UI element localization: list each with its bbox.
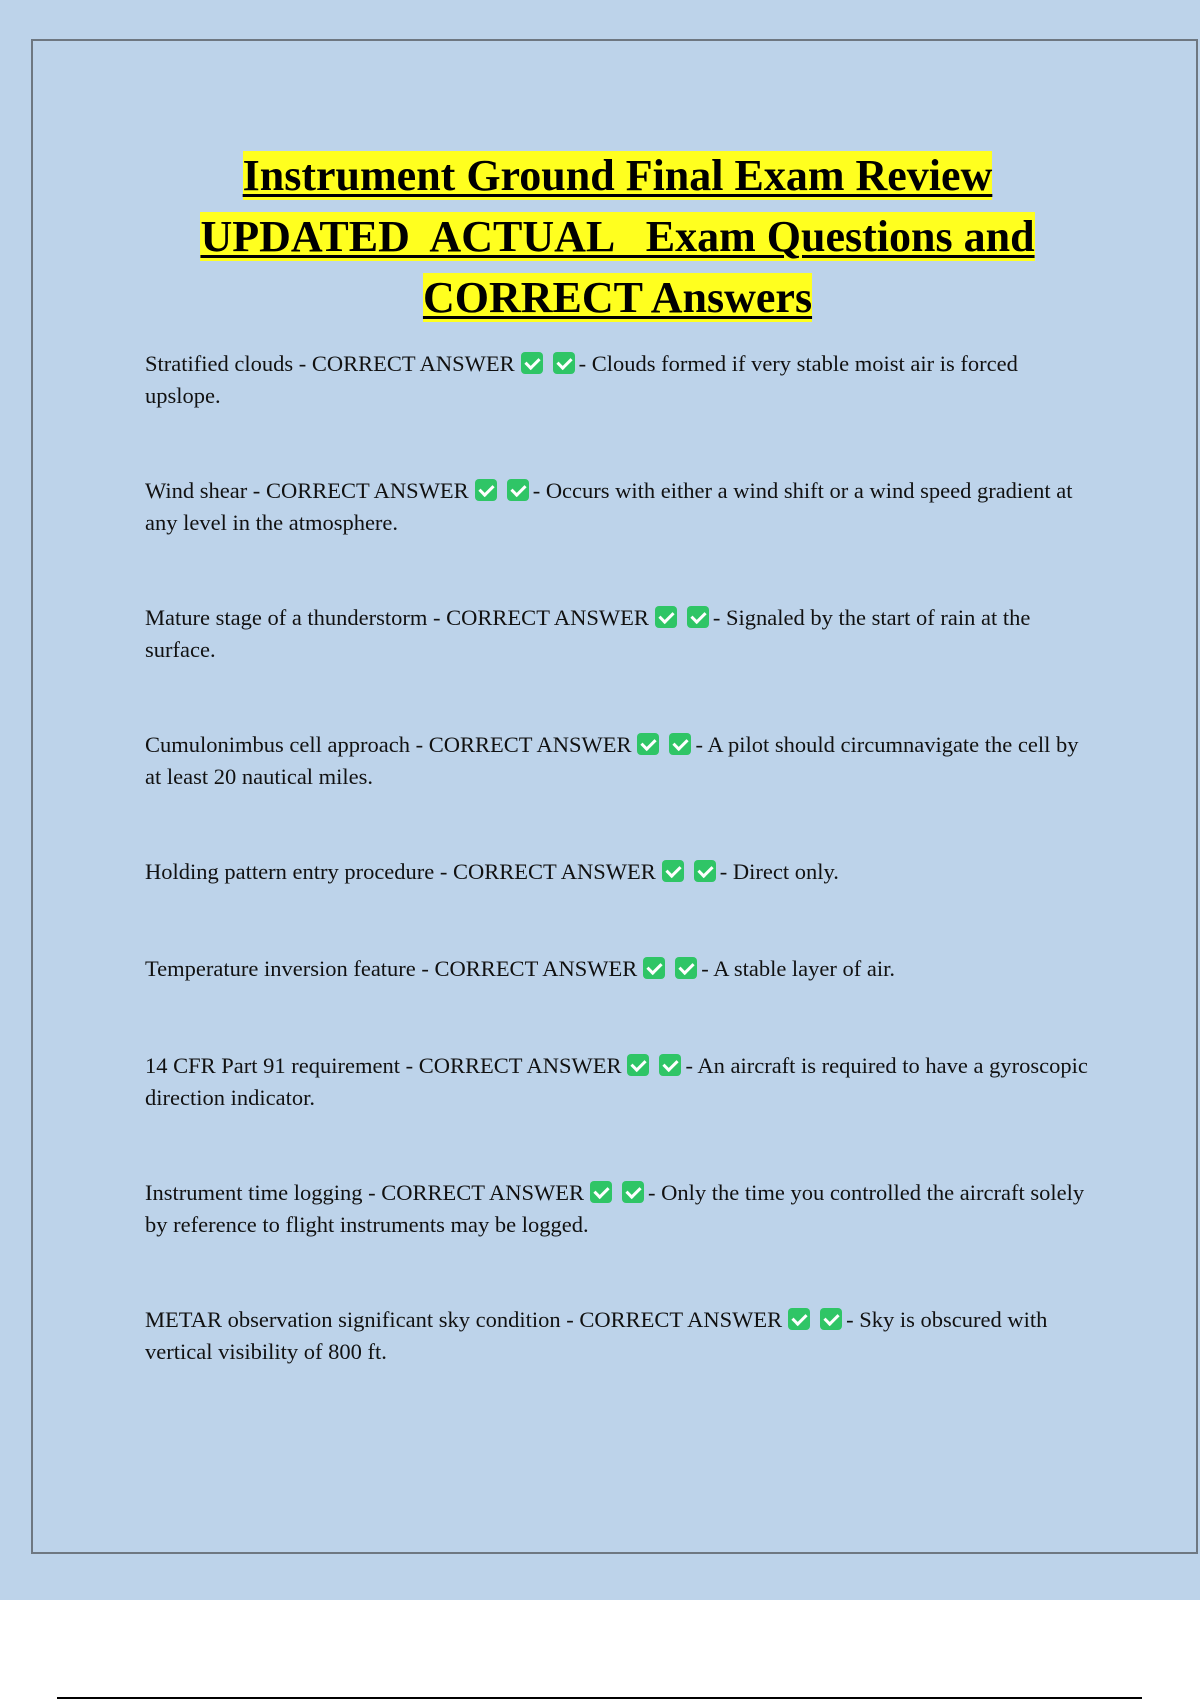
qa-item: [145, 475, 1090, 539]
qa-answer: A pilot should circumnavigate the cell by at least 20 nautical miles.: [145, 732, 1079, 789]
qa-item: [145, 856, 1090, 888]
qa-marker: CORRECT ANSWER: [579, 1307, 783, 1332]
qa-separator: -: [695, 732, 708, 757]
checkmark-icon: [788, 1308, 810, 1330]
qa-item: [145, 1177, 1090, 1241]
qa-term: Cumulonimbus cell approach -: [145, 732, 429, 757]
checkmark-icon: [694, 860, 716, 882]
qa-separator: -: [647, 1180, 662, 1205]
footer-divider: [57, 1697, 1142, 1699]
qa-marker: CORRECT ANSWER: [265, 478, 469, 503]
qa-separator: -: [701, 956, 714, 981]
qa-term: 14 CFR Part 91 requirement -: [145, 1053, 419, 1078]
qa-item: [145, 1304, 1090, 1368]
checkmark-icon: [675, 957, 697, 979]
qa-marker: CORRECT ANSWER: [428, 732, 632, 757]
qa-term: Instrument time logging -: [145, 1180, 382, 1205]
checkmark-icon: [475, 479, 497, 501]
qa-marker: CORRECT ANSWER: [311, 351, 515, 376]
title-line-2: UPDATED ACTUAL Exam Questions and: [200, 212, 1035, 261]
document-title: [70, 145, 1165, 328]
qa-answer: Only the time you controlled the aircraft solely by reference to flight instruments may be logged.: [145, 1180, 1085, 1237]
qa-marker: CORRECT ANSWER: [446, 605, 649, 630]
qa-answer: An aircraft is required to have a gyroscopic direction indicator.: [145, 1053, 1088, 1110]
qa-term: METAR observation significant sky condition -: [145, 1307, 580, 1332]
qa-marker: CORRECT ANSWER: [453, 859, 656, 884]
checkmark-icon: [659, 1054, 681, 1076]
checkmark-icon: [637, 733, 659, 755]
checkmark-icon: [820, 1308, 842, 1330]
checkmark-icon: [662, 860, 684, 882]
qa-answer: Signaled by the start of rain at the surface.: [145, 605, 1031, 662]
checkmark-icon: [507, 479, 529, 501]
checkmark-icon: [643, 957, 665, 979]
qa-item: [145, 602, 1090, 666]
checkmark-icon: [627, 1054, 649, 1076]
checkmark-icon: [590, 1181, 612, 1203]
checkmark-icon: [553, 352, 575, 374]
qa-separator: -: [578, 351, 592, 376]
checkmark-icon: [669, 733, 691, 755]
qa-term: Stratified clouds -: [145, 351, 312, 376]
qa-separator: -: [532, 478, 546, 503]
checkmark-icon: [521, 352, 543, 374]
qa-item: [145, 729, 1090, 793]
qa-term: Wind shear -: [145, 478, 266, 503]
qa-answer: A stable layer of air.: [713, 956, 896, 981]
checkmark-icon: [622, 1181, 644, 1203]
qa-separator: -: [846, 1307, 860, 1332]
qa-separator: -: [712, 605, 727, 630]
title-line-1: Instrument Ground Final Exam Review: [242, 151, 993, 200]
qa-item: [145, 1050, 1090, 1114]
qa-item: [145, 953, 1090, 985]
qa-term: Temperature inversion feature -: [145, 956, 435, 981]
qa-answer: Sky is obscured with vertical visibility of 800 ft.: [145, 1307, 1048, 1364]
qa-marker: CORRECT ANSWER: [418, 1053, 622, 1078]
qa-term: Holding pattern entry procedure -: [145, 859, 454, 884]
title-line-3: CORRECT Answers: [422, 273, 813, 322]
qa-answer: Direct only.: [732, 859, 839, 884]
checkmark-icon: [687, 606, 709, 628]
checkmark-icon: [655, 606, 677, 628]
qa-answer: Occurs with either a wind shift or a wind speed gradient at any level in the atmosphere.: [145, 478, 1073, 535]
qa-answer: Clouds formed if very stable moist air is forced upslope.: [145, 351, 1018, 408]
qa-item: [145, 348, 1090, 412]
qa-marker: CORRECT ANSWER: [434, 956, 638, 981]
qa-separator: -: [719, 859, 733, 884]
qa-term: Mature stage of a thunderstorm -: [145, 605, 447, 630]
qa-marker: CORRECT ANSWER: [381, 1180, 584, 1205]
qa-separator: -: [685, 1053, 698, 1078]
